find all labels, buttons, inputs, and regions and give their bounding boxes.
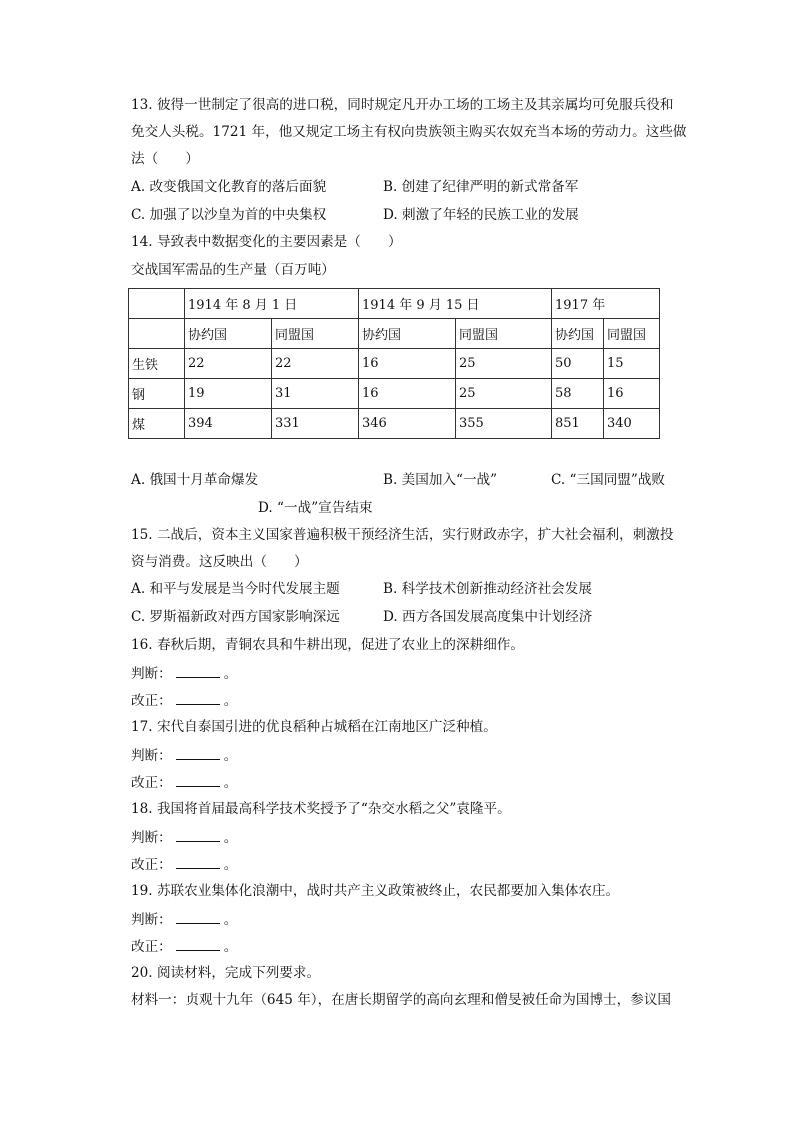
q15-option-b: B. 科学技术创新推动经济社会发展 (383, 581, 592, 597)
end-mark: 。 (223, 912, 238, 928)
q13-line2: 免交人头税。1721 年，他又规定工场主有权向贵族领主购买农奴充当本场的劳动力。这些做 (131, 124, 687, 140)
answer-blank[interactable] (176, 854, 220, 869)
side-header: 协约国 (359, 319, 456, 349)
answer-blank[interactable] (176, 936, 220, 951)
table-row (129, 409, 660, 439)
table-cell: 346 (359, 409, 456, 439)
table-cell: 394 (185, 409, 272, 439)
q17-judge-line (131, 745, 237, 765)
q15-option-c: C. 罗斯福新政对西方国家影响深远 (131, 609, 340, 625)
table-corner-cell (129, 319, 185, 349)
row-label: 生铁 (129, 349, 185, 379)
answer-blank[interactable] (176, 772, 220, 787)
end-mark: 。 (223, 748, 238, 764)
table-cell: 16 (359, 349, 456, 379)
answer-blank[interactable] (176, 827, 220, 842)
answer-blank[interactable] (176, 690, 220, 705)
q15-line1: 15. 二战后，资本主义国家普遍积极干预经济生活，实行财政赤字，扩大社会福利，刺激投 (131, 527, 674, 543)
table-header-periods (129, 289, 660, 319)
q17-correct-line (131, 772, 237, 792)
q18-stem: 18. 我国将首届最高科学技术奖授予了“杂交水稻之父”袁隆平。 (131, 801, 511, 817)
q20-stem: 20. 阅读材料，完成下列要求。 (131, 965, 321, 981)
q16-judge-line (131, 663, 237, 683)
q19-judge-line (131, 909, 237, 929)
table-cell: 31 (272, 379, 359, 409)
end-mark: 。 (223, 830, 238, 846)
q13-option-b: B. 创建了纪律严明的新式常备军 (383, 179, 579, 195)
correct-label: 改正： (131, 939, 172, 955)
correct-label: 改正： (131, 693, 172, 709)
q15-option-a: A. 和平与发展是当今时代发展主题 (131, 581, 340, 597)
end-mark: 。 (223, 693, 238, 709)
table-header-sides (129, 319, 660, 349)
end-mark: 。 (223, 939, 238, 955)
q13-line1: 13. 彼得一世制定了很高的进口税，同时规定凡开办工场的工场主及其亲属均可免服兵役和 (131, 97, 674, 113)
table-cell: 16 (359, 379, 456, 409)
q19-stem: 19. 苏联农业集体化浪潮中，战时共产主义政策被终止，农民都要加入集体农庄。 (131, 883, 620, 899)
correct-label: 改正： (131, 775, 172, 791)
table-cell: 25 (456, 379, 552, 409)
table-cell: 50 (552, 349, 604, 379)
q14-option-a: A. 俄国十月革命爆发 (131, 472, 259, 488)
period-header: 1914 年 9 月 15 日 (359, 289, 552, 319)
q15-option-d: D. 西方各国发展高度集中计划经济 (383, 609, 593, 625)
q16-correct-line (131, 690, 237, 710)
table-row (129, 349, 660, 379)
q14-option-b: B. 美国加入“一战” (383, 472, 498, 488)
q16-stem: 16. 春秋后期，青铜农具和牛耕出现，促进了农业上的深耕细作。 (131, 637, 524, 653)
table-cell: 331 (272, 409, 359, 439)
period-header: 1917 年 (552, 289, 660, 319)
judge-label: 判断： (131, 748, 172, 764)
side-header: 同盟国 (456, 319, 552, 349)
table-cell: 15 (604, 349, 660, 379)
table-cell: 851 (552, 409, 604, 439)
period-header: 1914 年 8 月 1 日 (185, 289, 359, 319)
answer-blank[interactable] (176, 745, 220, 760)
correct-label: 改正： (131, 857, 172, 873)
end-mark: 。 (223, 775, 238, 791)
q13-option-d: D. 刺激了年轻的民族工业的发展 (383, 207, 579, 223)
table-cell: 22 (272, 349, 359, 379)
q17-stem: 17. 宋代自泰国引进的优良稻种占城稻在江南地区广泛种植。 (131, 719, 497, 735)
table-cell: 22 (185, 349, 272, 379)
row-label: 钢 (129, 379, 185, 409)
table-row (129, 379, 660, 409)
table-cell: 58 (552, 379, 604, 409)
q13-line3: 法（ ） (131, 151, 199, 167)
q14-stem: 14. 导致表中数据变化的主要因素是（ ） (131, 234, 402, 250)
q14-option-c: C. “三国同盟”战败 (551, 472, 666, 488)
q15-line2: 资与消费。这反映出（ ） (131, 554, 308, 570)
answer-blank[interactable] (176, 663, 220, 678)
table-cell: 16 (604, 379, 660, 409)
row-label: 煤 (129, 409, 185, 439)
judge-label: 判断： (131, 830, 172, 846)
table-cell: 25 (456, 349, 552, 379)
q20-material1: 材料一：贞观十九年（645 年），在唐长期留学的高向玄理和僧旻被任命为国博士，参议国 (131, 992, 672, 1008)
answer-blank[interactable] (176, 909, 220, 924)
table-cell: 340 (604, 409, 660, 439)
q18-judge-line (131, 827, 237, 847)
table-corner-cell (129, 289, 185, 319)
table-cell: 355 (456, 409, 552, 439)
production-table (128, 288, 660, 439)
judge-label: 判断： (131, 666, 172, 682)
side-header: 协约国 (552, 319, 604, 349)
q14-option-d: D. “一战”宣告结束 (258, 500, 373, 516)
end-mark: 。 (223, 666, 238, 682)
side-header: 同盟国 (272, 319, 359, 349)
q18-correct-line (131, 854, 237, 874)
side-header: 同盟国 (604, 319, 660, 349)
side-header: 协约国 (185, 319, 272, 349)
table-title: 交战国军需品的生产量（百万吨） (131, 262, 335, 278)
table-cell: 19 (185, 379, 272, 409)
q13-option-c: C. 加强了以沙皇为首的中央集权 (131, 207, 327, 223)
q19-correct-line (131, 936, 237, 956)
q13-option-a: A. 改变俄国文化教育的落后面貌 (131, 179, 327, 195)
judge-label: 判断： (131, 912, 172, 928)
end-mark: 。 (223, 857, 238, 873)
